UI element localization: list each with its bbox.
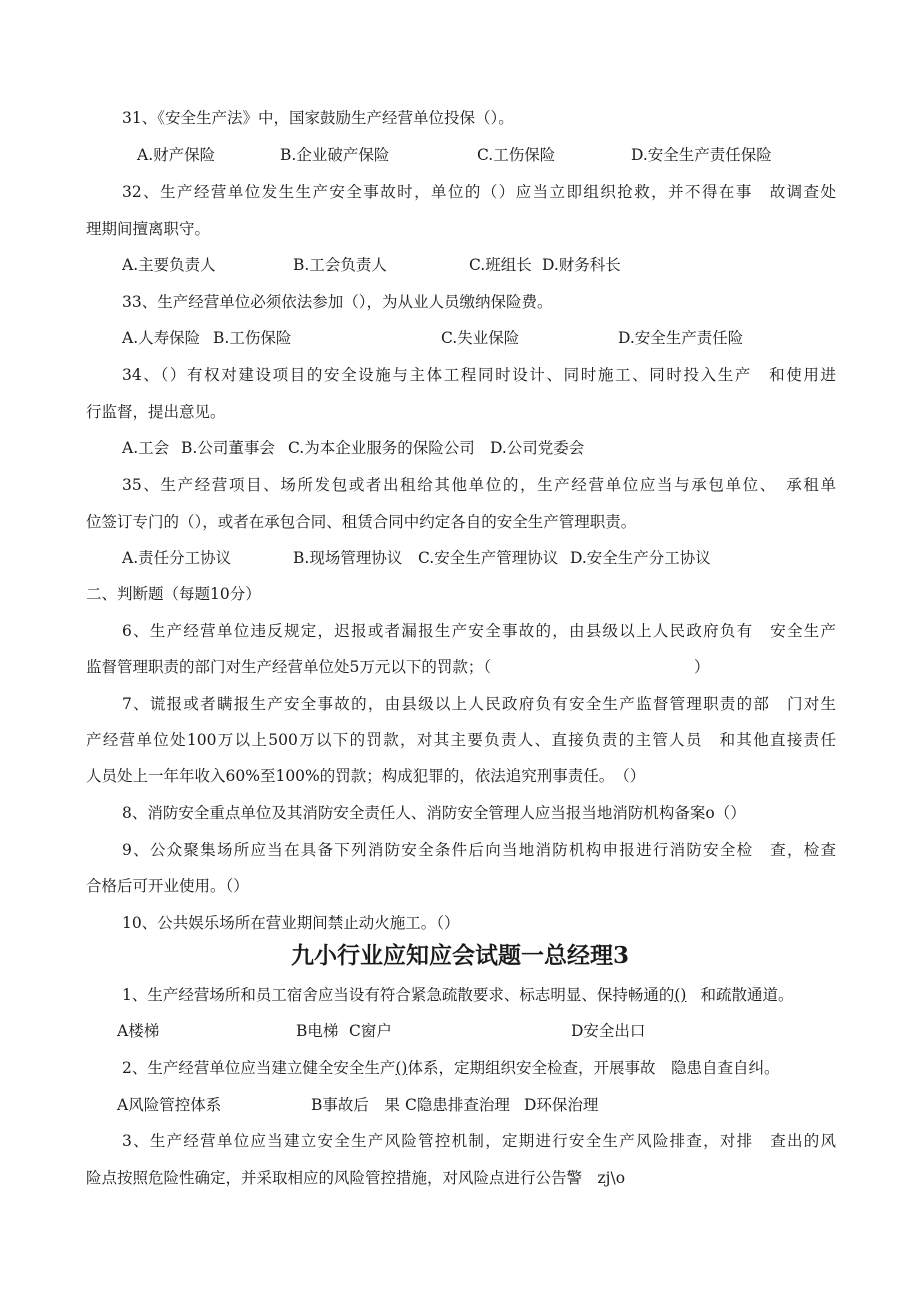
p2-stem-post: 体系，定期组织安全检查，开展事故 隐患自查自纠。 <box>407 1059 780 1077</box>
p1-option-b: B电梯 <box>296 1022 339 1040</box>
p1-stem-post: 和疏散通道。 <box>700 986 794 1004</box>
p2-stem <box>122 1058 836 1078</box>
p3-line1: 3、生产经营单位应当建立安全生产风险管控机制，定期进行安全生产风险排查，对排 查出的风 <box>122 1132 836 1150</box>
j9-line1: 9、公众聚集场所应当在具备下列消防安全条件后向当地消防机构申报进行消防安全检 查，检查 <box>122 841 836 859</box>
q32-option-d: D.财务科长 <box>542 256 621 274</box>
q33-option-c: C.失业保险 <box>441 329 520 347</box>
q34-option-a: A.工会 <box>122 439 170 457</box>
p1-option-c: C窗户 <box>349 1022 392 1040</box>
j6-line2 <box>86 657 836 677</box>
q33-option-d: D.安全生产责任险 <box>618 329 744 347</box>
p2-option-c: C隐患排查治理 <box>405 1096 510 1114</box>
p2-blank: () <box>395 1059 408 1077</box>
q35-option-a: A.责任分工协议 <box>122 549 232 567</box>
q34-option-d: D.公司党委会 <box>490 439 585 457</box>
p2-option-b: B事故后 果 <box>311 1096 400 1114</box>
j7-line1: 7、谎报或者瞒报生产安全事故的，由县级以上人民政府负有安全生产监督管理职责的部 门对生 <box>122 695 836 713</box>
section-title: 九小行业应知应会试题一总经理3 <box>290 942 629 969</box>
p1-blank: () <box>674 986 687 1004</box>
q35-option-c: C.安全生产管理协议 <box>418 549 559 567</box>
j6-line2-text: 监督管理职责的部门对生产经营单位处5万元以下的罚款；（ <box>86 658 492 676</box>
j6-line1: 6、生产经营单位违反规定，迟报或者漏报生产安全事故的，由县级以上人民政府负有 安全生产 <box>122 622 836 640</box>
q33-stem: 33、生产经营单位必须依法参加（），为从业人员缴纳保险费。 <box>122 293 553 311</box>
q33-option-a: A.人寿保险 <box>122 329 201 347</box>
p1-blank-space <box>686 985 700 1005</box>
j9-line2: 合格后可开业使用。（） <box>86 877 249 895</box>
q32-stem-line2: 理期间擅离职守。 <box>86 220 211 238</box>
q31-option-d: D.安全生产责任保险 <box>631 146 772 164</box>
p1-option-a: A楼梯 <box>117 1022 160 1040</box>
q33-option-b: B.工伤保险 <box>213 329 292 347</box>
q34-option-c: C.为本企业服务的保险公司 <box>288 439 475 457</box>
q32-stem-line1: 32、生产经营单位发生生产安全事故时，单位的（）应当立即组织抢救，并不得在事 故调查处 <box>122 183 836 201</box>
p1-option-d: D安全出口 <box>571 1022 646 1040</box>
q32-option-a: A.主要负责人 <box>122 256 216 274</box>
j8-text: 8、消防安全重点单位及其消防安全责任人、消防安全管理人应当报当地消防机构备案o（） <box>122 804 746 822</box>
p1-stem-pre: 1、生产经营场所和员工宿舍应当设有符合紧急疏散要求、标志明显、保持畅通的 <box>122 986 675 1004</box>
q31-option-a: A.财产保险 <box>137 146 216 164</box>
p2-option-a: A风险管控体系 <box>117 1096 222 1114</box>
q34-stem-line2: 行监督，提出意见。 <box>86 403 226 421</box>
j7-line2: 产经营单位处100万以上500万以下的罚款，对其主要负责人、直接负责的主管人员 和其他直接责任 <box>86 731 836 749</box>
q32-option-b: B.工会负责人 <box>293 256 387 274</box>
p2-stem-pre: 2、生产经营单位应当建立健全安全生产 <box>122 1059 396 1077</box>
judge-section-heading: 二、判断题（每题10分） <box>86 585 261 603</box>
p3-line2: 险点按照危险性确定，并采取相应的风险管控措施，对风险点进行公告警 zj\o <box>86 1169 626 1187</box>
q34-stem-line1: 34、（）有权对建设项目的安全设施与主体工程同时设计、同时施工、同时投入生产 和使用进 <box>122 366 836 384</box>
p1-stem <box>122 985 836 1005</box>
j7-line3: 人员处上一年年收入60%至100%的罚款；构成犯罪的，依法追究刑事责任。 （） <box>86 767 646 785</box>
j10-text: 10、公共娱乐场所在营业期间禁止动火施工。（） <box>122 914 460 932</box>
q32-option-c: C.班组长 <box>469 256 532 274</box>
q31-stem: 31、《安全生产法》中，国家鼓励生产经营单位投保（）。 <box>122 109 514 127</box>
q31-option-b: B.企业破产保险 <box>280 146 390 164</box>
q35-stem-line2: 位签订专门的（），或者在承包合同、租赁合同中约定各自的安全生产管理职责。 <box>86 513 637 531</box>
j6-answer-close: ） <box>694 658 710 676</box>
q35-option-b: B.现场管理协议 <box>293 549 403 567</box>
p2-option-d: D环保治理 <box>524 1096 599 1114</box>
q31-option-c: C.工伤保险 <box>477 146 556 164</box>
q34-option-b: B.公司董事会 <box>181 439 275 457</box>
q35-option-d: D.安全生产分工协议 <box>570 549 711 567</box>
q35-stem-line1: 35、生产经营项目、场所发包或者出租给其他单位的，生产经营单位应当与承包单位、 承租单 <box>122 476 836 494</box>
